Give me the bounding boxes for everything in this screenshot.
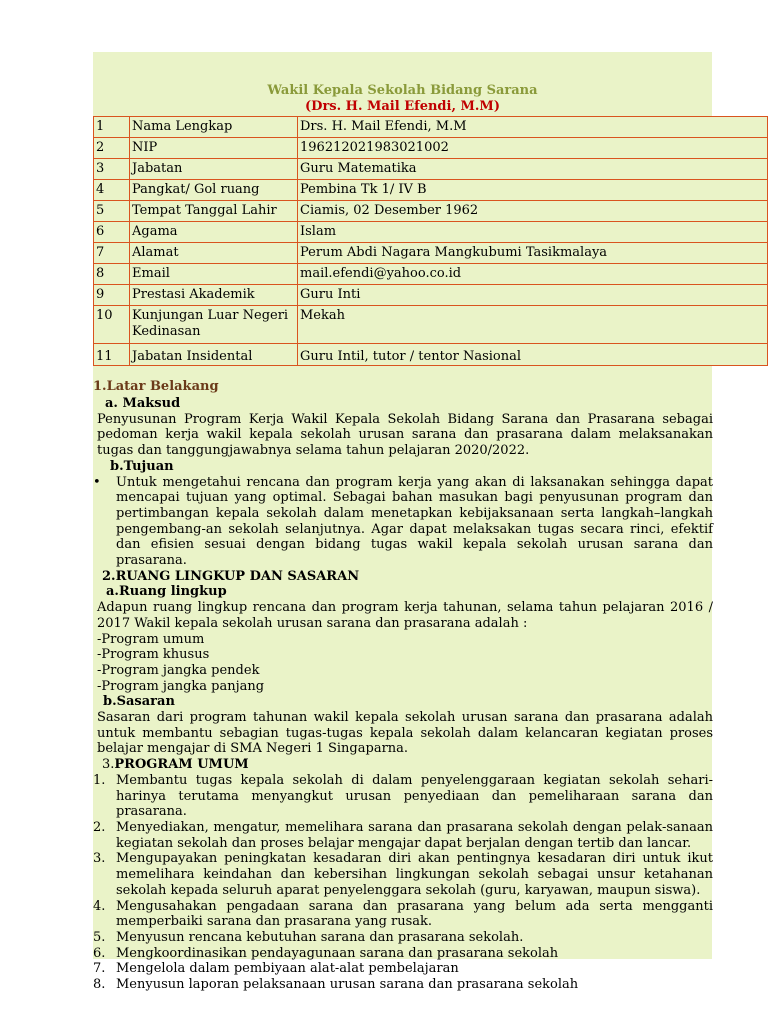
page-subtitle: (Drs. H. Mail Efendi, M.M) <box>305 99 500 114</box>
section-3-heading-text: PROGRAM UMUM <box>114 757 249 773</box>
list-item-text: Menyusun rencana kebutuhan sarana dan prasarana sekolah. <box>116 929 524 945</box>
section-1-heading: 1.Latar Belakang <box>93 379 219 394</box>
program-item: -Program khusus <box>97 647 210 663</box>
document-body <box>93 378 713 993</box>
table-row <box>94 306 768 344</box>
list-item <box>93 930 713 946</box>
row-number: 4 <box>94 180 130 201</box>
section-1b-text: Untuk mengetahui rencana dan program kerja yang akan di laksanakan sehingga dapat mencapai tujuan yang optimal. Sebagai bahan masukan bagi penyusunan program dan pertimbangan kepala sekolah dalam menetapkan kebijaksanaan serta langkah–langkah pengembang-an sekolah selanjutnya. Agar dapat melaksakan tugas secara rinci, efektif dan efisien sesuai dengan bidang tugas wakil kepala sekolah urusan sarana dan prasarana. <box>116 474 713 569</box>
table-row <box>94 222 768 243</box>
row-label: Jabatan <box>130 159 298 180</box>
list-item-number: 1. <box>93 772 106 788</box>
row-number: 11 <box>94 344 130 366</box>
list-item <box>93 851 713 898</box>
row-value: Ciamis, 02 Desember 1962 <box>298 201 768 222</box>
list-item-text: Mengupayakan peningkatan kesadaran diri akan pentingnya kesadaran diri untuk ikut memelihara keindahan dan kebersihan lingkungan sekolah sebagai unsur ketahanan sekolah kepada seluruh aparat penyelenggara sekolah (guru, karyawan, maupun siswa). <box>116 851 713 898</box>
list-item <box>93 977 713 993</box>
table-row <box>94 117 768 138</box>
row-label: NIP <box>130 138 298 159</box>
row-number: 10 <box>94 306 130 344</box>
list-item-text: Menyediakan, mengatur, memelihara sarana dan prasarana sekolah dengan pelak-sanaan kegiatan sekolah dan proses belajar mengajar dapat berjalan dengan tertib dan lancar. <box>116 819 713 851</box>
list-item-text: Mengelola dalam pembiyaan alat-alat pembelajaran <box>116 961 459 977</box>
section-2a-heading-text: a.Ruang lingkup <box>106 584 227 600</box>
bullet-icon: • <box>93 474 101 490</box>
row-value: Guru Inti <box>298 285 768 306</box>
row-value: mail.efendi@yahoo.co.id <box>298 264 768 285</box>
row-number: 9 <box>94 285 130 306</box>
program-list <box>93 632 713 695</box>
row-label: Agama <box>130 222 298 243</box>
list-item <box>93 820 713 851</box>
section-1a-heading-text: a. Maksud <box>105 396 181 411</box>
section-2b-text: Sasaran dari program tahunan wakil kepala sekolah urusan sarana dan prasarana adalah untuk membantu sebagian tugas-tugas kepala sekolah dalam kelancaran kegiatan proses belajar mengajar di SMA Negeri 1 Singaparna. <box>97 710 713 757</box>
section-2a-text: Adapun ruang lingkup rencana dan program kerja tahunan, selama tahun pelajaran 2016 / 2017 Wakil kepala sekolah urusan sarana dan prasarana adalah : <box>97 600 713 631</box>
biodata-table <box>93 116 768 366</box>
table-row <box>94 285 768 306</box>
row-value: Guru Matematika <box>298 159 768 180</box>
list-item-text: Menyusun laporan pelaksanaan urusan sarana dan prasarana sekolah <box>116 977 579 993</box>
row-value: Islam <box>298 222 768 243</box>
list-item-number: 3. <box>93 851 106 867</box>
list-item-number: 2. <box>93 819 106 835</box>
row-number: 2 <box>94 138 130 159</box>
row-label: Alamat <box>130 243 298 264</box>
section-1b-bullet <box>93 475 713 569</box>
row-number: 8 <box>94 264 130 285</box>
row-label: Kunjungan Luar Negeri Kedinasan <box>130 306 298 344</box>
row-number: 6 <box>94 222 130 243</box>
list-item <box>93 946 713 962</box>
list-item-number: 4. <box>93 898 106 914</box>
section-2b-heading <box>93 694 713 710</box>
list-item-text: Mengkoordinasikan pendayagunaan sarana dan prasarana sekolah <box>116 945 559 961</box>
row-value: Drs. H. Mail Efendi, M.M <box>298 117 768 138</box>
row-label: Pangkat/ Gol ruang <box>130 180 298 201</box>
row-label: Nama Lengkap <box>130 117 298 138</box>
table-row <box>94 201 768 222</box>
table-row <box>94 159 768 180</box>
section-3-heading-num: 3. <box>102 757 115 773</box>
row-label: Email <box>130 264 298 285</box>
row-number: 3 <box>94 159 130 180</box>
page-title: Wakil Kepala Sekolah Bidang Sarana <box>267 83 538 98</box>
program-item: -Program umum <box>97 631 205 647</box>
row-value: 196212021983021002 <box>298 138 768 159</box>
section-1a-text: Penyusunan Program Kerja Wakil Kepala Sekolah Bidang Sarana dan Prasarana sebagai pedoman kerja wakil kepala sekolah urusan sarana dan prasarana dalam melaksanakan tugas dan tanggungjawabnya selama tahun pelajaran 2020/2022. <box>97 411 713 459</box>
row-value: Perum Abdi Nagara Mangkubumi Tasikmalaya <box>298 243 768 264</box>
row-label: Prestasi Akademik <box>130 285 298 306</box>
list-item-number: 5. <box>93 929 106 945</box>
table-row <box>94 180 768 201</box>
list-item <box>93 961 713 977</box>
row-number: 1 <box>94 117 130 138</box>
section-2-heading-text: 2.RUANG LINGKUP DAN SASARAN <box>102 568 360 584</box>
table-row <box>94 264 768 285</box>
list-item-number: 6. <box>93 945 106 961</box>
section-2-heading <box>93 569 713 585</box>
table-row <box>94 138 768 159</box>
row-value: Pembina Tk 1/ IV B <box>298 180 768 201</box>
program-item: -Program jangka panjang <box>97 678 265 694</box>
program-umum-list <box>93 773 713 993</box>
row-number: 7 <box>94 243 130 264</box>
list-item <box>93 773 713 820</box>
row-value: Mekah <box>298 306 768 344</box>
section-1b-heading-text: b.Tujuan <box>110 458 174 474</box>
list-item-text: Membantu tugas kepala sekolah di dalam penyelenggaraan kegiatan sekolah sehari-harinya terutama menyangkut urusan penyediaan dan pemeliharaan sarana dan prasarana. <box>116 772 713 820</box>
row-label: Jabatan Insidental <box>130 344 298 366</box>
section-1b-heading <box>93 459 713 475</box>
section-2a-heading <box>93 584 713 600</box>
list-item <box>93 899 713 930</box>
row-value: Guru Intil, tutor / tentor Nasional <box>298 344 768 366</box>
list-item-number: 8. <box>93 977 106 993</box>
row-label: Tempat Tanggal Lahir <box>130 201 298 222</box>
section-2b-heading-text: b.Sasaran <box>103 694 175 710</box>
row-number: 5 <box>94 201 130 222</box>
table-row <box>94 243 768 264</box>
table-row <box>94 344 768 366</box>
program-item: -Program jangka pendek <box>97 662 260 678</box>
list-item-text: Mengusahakan pengadaan sarana dan prasarana yang belum ada serta mengganti memperbaiki sarana dan prasarana yang rusak. <box>116 898 713 930</box>
section-3-heading <box>93 757 713 773</box>
section-1a-heading <box>93 396 713 412</box>
list-item-number: 7. <box>93 961 106 977</box>
